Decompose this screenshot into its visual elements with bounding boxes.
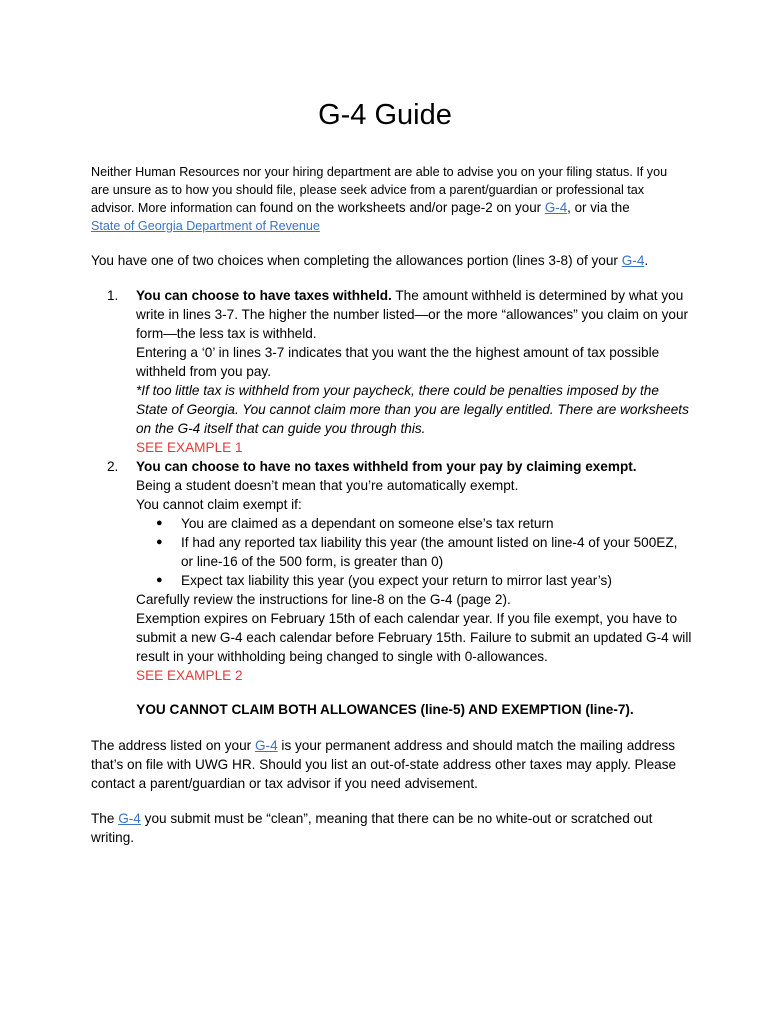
choices-list <box>107 286 692 685</box>
g4-link-intro[interactable]: G-4 <box>544 200 568 215</box>
item-text: Being a student doesn’t mean that you’re automatically exempt. <box>136 478 519 493</box>
item-text: Entering a ‘0’ in lines 3-7 indicates that you want the the highest amount of tax possible withheld from you pay. <box>136 345 660 379</box>
item-text: You cannot claim exempt if: <box>136 497 302 512</box>
item-number: 1. <box>107 288 119 303</box>
bullet-item <box>136 571 692 590</box>
item-text: Carefully review the instructions for line-8 on the G-4 (page 2). <box>136 592 511 607</box>
bullet-icon: ● <box>156 536 163 548</box>
bullet-item <box>136 533 692 571</box>
choices-intro <box>91 251 686 270</box>
intro-text-2: found on the worksheets and/or page-2 on your <box>259 200 545 215</box>
item-heading: You can choose to have taxes withheld. <box>136 288 392 303</box>
g4-link-clean[interactable]: G-4 <box>118 811 141 826</box>
clean-paragraph <box>91 809 686 847</box>
item-number: 2. <box>107 459 119 474</box>
bullet-text: Expect tax liability this year (you expect your return to mirror last year’s) <box>181 573 612 588</box>
item-heading: You can choose to have no taxes withheld from your pay by claiming exempt. <box>136 459 637 474</box>
bullet-text: If had any reported tax liability this year (the amount listed on line-4 of your 500EZ, or line-16 of the 500 form, is greater than 0) <box>181 535 678 569</box>
bullet-item <box>136 514 692 533</box>
address-text: The address listed on your <box>91 738 255 753</box>
bullet-icon: ● <box>156 517 163 529</box>
example-1-label: SEE EXAMPLE 1 <box>136 440 243 455</box>
choices-text: You have one of two choices when completing the allowances portion (lines 3-8) of your <box>91 253 622 268</box>
clean-text: you submit must be “clean”, meaning that there can be no white-out or scratched out writing. <box>91 811 653 845</box>
page-title: G-4 Guide <box>318 99 452 131</box>
caps-warning: YOU CANNOT CLAIM BOTH ALLOWANCES (line-5) AND EXEMPTION (line-7). <box>136 702 634 717</box>
bullet-text: You are claimed as a dependant on someone else’s tax return <box>181 516 554 531</box>
example-2-label: SEE EXAMPLE 2 <box>136 668 243 683</box>
address-paragraph <box>91 736 686 793</box>
intro-paragraph <box>91 163 686 235</box>
dor-link[interactable]: State of Georgia Department of Revenue <box>91 219 320 233</box>
bullet-icon: ● <box>156 574 163 586</box>
item-text: The amount withheld is determined by what you write in lines 3-7. The higher the number listed—or the more “allowances” you claim on your form—the less tax is withheld. <box>136 288 689 341</box>
intro-text-1: Neither Human Resources nor your hiring department are able to advise you on your filing status. If you are unsure as to how you should file, please seek advice from a parent/guardian or professional tax advisor. More information can <box>91 165 668 215</box>
choice-item-2 <box>107 457 692 685</box>
g4-link-address[interactable]: G-4 <box>254 738 278 753</box>
item-note: *If too little tax is withheld from your paycheck, there could be penalties imposed by the State of Georgia. You cannot claim more than you are legally entitled. There are worksheets on the G-4 itself that can guide you through this. <box>136 383 689 436</box>
choices-end: . <box>644 253 649 268</box>
intro-text-3: , or via the <box>567 200 630 215</box>
choice-item-1 <box>107 286 692 457</box>
clean-text: The <box>91 811 119 826</box>
address-text: is your permanent address and should match the mailing address that’s on file with UWG HR. Should you list an out-of-state address other taxes may apply. Please contact a parent/guardian or tax advisor if you need advisement. <box>91 738 677 791</box>
item-text: Exemption expires on February 15th of each calendar year. If you file exempt, you have to submit a new G-4 each calendar before February 15th. Failure to submit an updated G-4 will result in your withholding being changed to single with 0-allowances. <box>136 611 692 664</box>
g4-link-choices[interactable]: G-4 <box>621 253 645 268</box>
